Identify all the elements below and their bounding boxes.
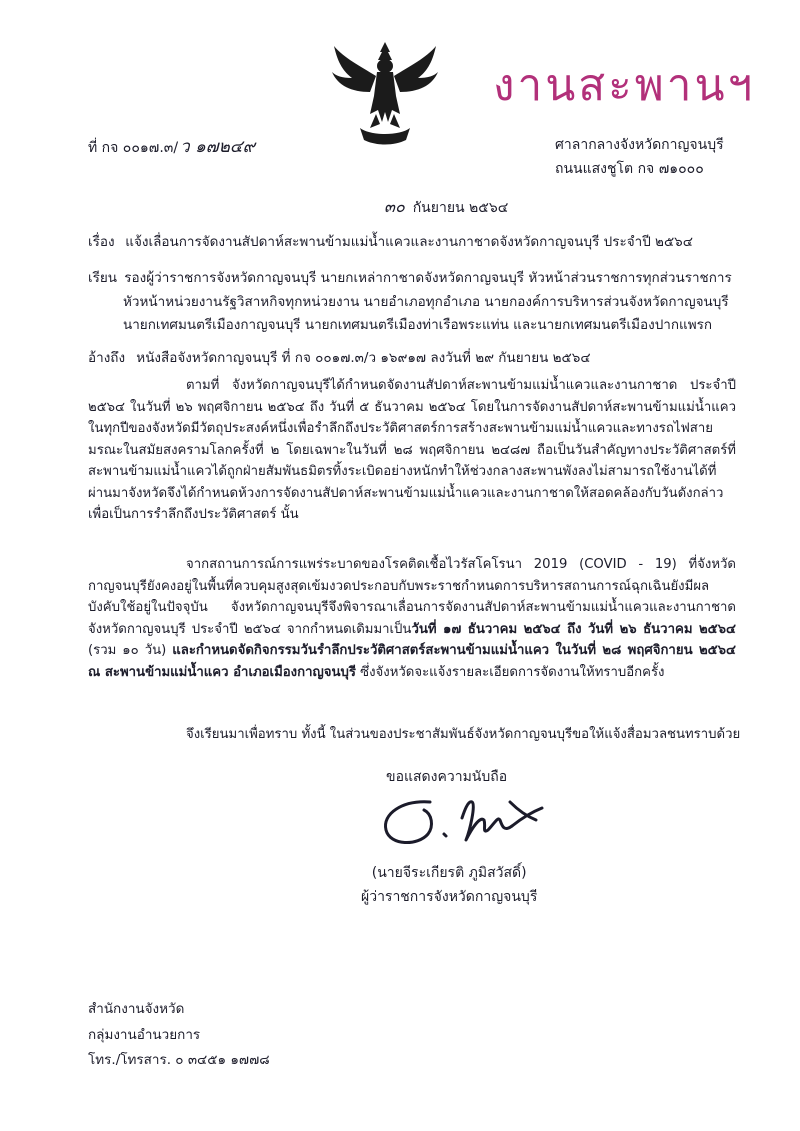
- signer-block: [361, 861, 537, 909]
- subject-line: [88, 230, 693, 252]
- closing-phrase: ขอแสดงความนับถือ: [386, 769, 508, 785]
- sender-address-line1: ศาลากลางจังหวัดกาญจนบุรี: [555, 137, 724, 153]
- sender-address: [555, 133, 724, 181]
- signer-name: (นายจีระเกียรติ ภูมิสวัสดิ์): [371, 865, 527, 881]
- reference-text: หนังสือจังหวัดกาญจนบุรี ที่ กจ ๐๐๑๗.๓/ว ๑๖๙๑๗ ลงวันที่ ๒๙ กันยายน ๒๕๖๔: [136, 350, 591, 366]
- letter-date: [384, 195, 508, 220]
- paragraph-2-text-a: จากสถานการณ์การแพร่ระบาดของโรคติดเชื้อไวรัสโคโรนา 2019 (COVID - 19) ที่จังหวัดกาญจนบุรียังคงอยู่ในพื้นที่ควบคุมสูงสุดเข้มงวดประกอบกับพระราชกำหนดการบริหารสถานการณ์ฉุกเฉินยังมีผลบังคับใช้อยู่ในปัจจุบัน จังหวัดกาญจนบุรีจึงพิจารณาเลื่อนการจัดงานสัปดาห์สะพานข้ามแม่น้ำแควและงานกาชาดจังหวัดกาญจนบุรี ประจำปี ๒๕๖๔ จากกำหนดเดิมมาเป็น: [88, 557, 736, 637]
- letter-date-month-year: กันยายน ๒๕๖๔: [412, 200, 509, 216]
- recipient-line1: [88, 266, 732, 288]
- letter-date-day: ๓๐: [384, 197, 405, 216]
- footer-division: กลุ่มงานอำนวยการ: [88, 1026, 201, 1043]
- garuda-emblem-icon: [330, 36, 440, 148]
- paragraph-2-text-c: (รวม ๑๐ วัน): [88, 643, 173, 658]
- signature-image: [372, 790, 552, 852]
- body-paragraph-3: จึงเรียนมาเพื่อทราบ ทั้งนี้ ในส่วนของประชาสัมพันธ์จังหวัดกาญจนบุรีขอให้แจ้งสื่อมวลชนทราบด้วย: [186, 727, 741, 742]
- paragraph-2-new-dates: วันที่ ๑๗ ธันวาคม ๒๕๖๔ ถึง วันที่ ๒๖ ธันวาคม ๒๕๖๔: [411, 621, 737, 637]
- subject-text: แจ้งเลื่อนการจัดงานสัปดาห์สะพานข้ามแม่น้ำแควและงานกาชาดจังหวัดกาญจนบุรี ประจำปี ๒๕๖๔: [125, 234, 693, 250]
- recipient-text-3: นายกเทศมนตรีเมืองกาญจนบุรี นายกเทศมนตรีเมืองท่าเรือพระแท่น และนายกเทศมนตรีเมืองปากแพรก: [123, 317, 713, 333]
- signer-title: ผู้ว่าราชการจังหวัดกาญจนบุรี: [361, 889, 538, 905]
- document-number: [88, 133, 255, 160]
- footer-contact: [88, 997, 270, 1074]
- reference-label: อ้างถึง: [88, 350, 126, 366]
- document-number-handwritten: ว ๑๗๒๔๙: [180, 137, 256, 157]
- recipient-text-2: หัวหน้าหน่วยงานรัฐวิสาหกิจทุกหน่วยงาน นายอำเภอทุกอำเภอ นายกองค์การบริหารส่วนจังหวัดกาญจนบุรี: [123, 294, 729, 310]
- recipient-text-1: รองผู้ว่าราชการจังหวัดกาญจนบุรี นายกเหล่ากาชาดจังหวัดกาญจนบุรี หัวหน้าส่วนราชการทุกส่วนราชการ: [124, 270, 732, 286]
- paragraph-2-memorial-day: และกำหนดจัดกิจกรรมวันรำลึกประวัติศาสตร์สะพานข้ามแม่น้ำแคว ในวันที่ ๒๘ พฤศจิกายน ๒๕๖๔ ณ สะพานข้ามแม่น้ำแคว อำเภอเมืองกาญจนบุรี: [88, 643, 736, 680]
- document-number-prefix: ที่ กจ ๐๐๑๗.๓/: [88, 140, 179, 156]
- reference-line: [88, 346, 591, 368]
- recipient-label: เรียน: [88, 270, 118, 286]
- footer-office: สำนักงานจังหวัด: [88, 1001, 185, 1017]
- body-paragraph-2: [88, 554, 736, 683]
- body-paragraph-1: ตามที่ จังหวัดกาญจนบุรีได้กำหนดจัดงานสัปดาห์สะพานข้ามแม่น้ำแควและงานกาชาด ประจำปี ๒๕๖๔ ในวันที่ ๒๖ พฤศจิกายน ๒๕๖๔ ถึง วันที่ ๕ ธันวาคม ๒๕๖๔ โดยในการจัดงานสัปดาห์สะพานข้ามแม่น้ำแควในทุกปีของจังหวัดมีวัตถุประสงค์หนึ่งเพื่อรำลึกถึงประวัติศาสตร์การสร้างสะพานข้ามแม่น้ำแควและทางรถไฟสายมรณะในสมัยสงครามโลกครั้งที่ ๒ โดยเฉพาะในวันที่ ๒๘ พฤศจิกายน ๒๔๘๗ ถือเป็นวันสำคัญทางประวัติศาสตร์ที่สะพานข้ามแม่น้ำแควได้ถูกฝ่ายสัมพันธมิตรทิ้งระเบิดอย่างหนักทำให้ช่วงกลางสะพานพังลงไม่สามารถใช้งานได้ที่ผ่านมาจังหวัดจึงได้กำหนดห้วงการจัดงานสัปดาห์สะพานข้ามแม่น้ำแควและงานกาชาดให้สอดคล้องกับวันดังกล่าวเพื่อเป็นการรำลึกถึงประวัติศาสตร์ นั้น: [88, 378, 736, 522]
- subject-label: เรื่อง: [88, 234, 115, 250]
- department-stamp: งานสะพานฯ: [493, 60, 756, 111]
- sender-address-line2: ถนนแสงชูโต กจ ๗๑๐๐๐: [555, 161, 704, 177]
- paragraph-2-text-e: ซึ่งจังหวัดจะแจ้งรายละเอียดการจัดงานให้ทราบอีกครั้ง: [355, 664, 665, 680]
- footer-phone: โทร./โทรสาร. ๐ ๓๔๕๑ ๑๗๗๘: [88, 1052, 270, 1068]
